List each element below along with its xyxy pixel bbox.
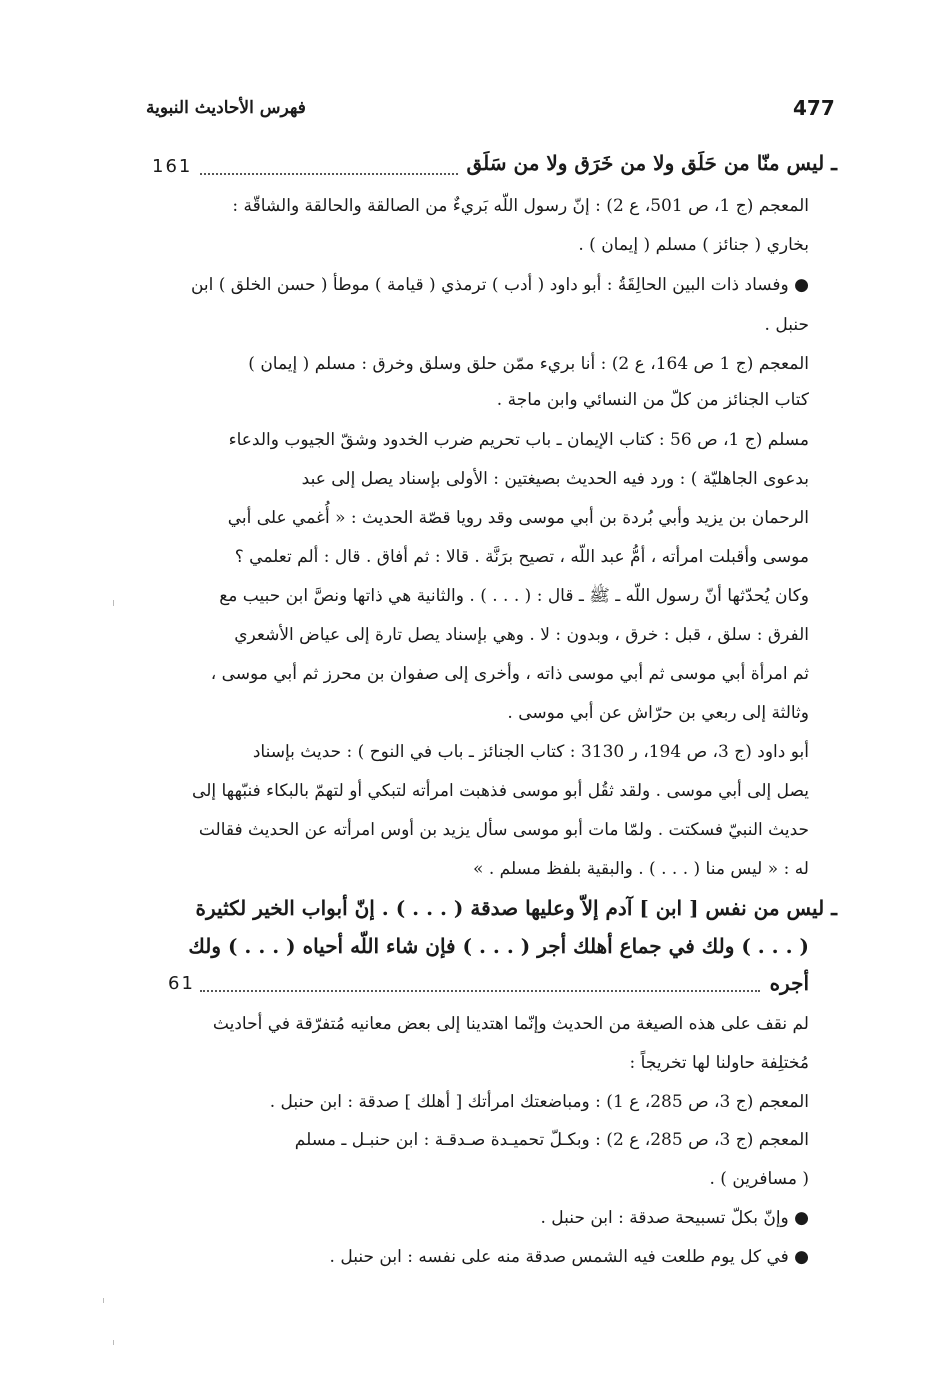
text-line: المعجم (ج 3، ص 285، ع 2) : وبكـلّ تحميـدة صـدقـة : ابن حنبـل ـ مسلم: [294, 1130, 809, 1150]
text-line: كتاب الجنائز من كلّ من النسائي وابن ماجة .: [496, 390, 809, 410]
text-line: ثم امرأة أبي موسى ثم أبي موسى ذاته ، وأخرى إلى صفوان بن محرز ثم أبي موسى ،: [210, 664, 809, 684]
leader-dots: [200, 173, 458, 175]
page-number: 477: [793, 96, 835, 120]
text-line: وثالثة إلى ربعي بن حرّاش عن أبي موسى .: [507, 703, 809, 723]
entry-1-heading: ـ ليس منّا من حَلَق ولا من خَرَق ولا من سَلَق: [466, 151, 837, 175]
text-line: أبو داود (ج 3، ص 194، ر 3130 : كتاب الجنائز ـ باب في النوح ) : حديث بإسناد: [252, 742, 809, 762]
text-line: حديث النبيّ فسكتت . ولمّا مات أبو موسى سأل يزيد بن أوس امرأته عن الحديث فقالت: [198, 820, 809, 840]
scan-mark: [103, 1298, 104, 1303]
text-line: المعجم (ج 3، ص 285، ع 1) : ومباضعتك امرأتك [ أهلك ] صدقة : ابن حنبل .: [269, 1092, 809, 1112]
text-line: مُختلِفة حاولنا لها تخريجاً :: [629, 1053, 809, 1073]
text-line: المعجم (ج 1 ص 164، ع 2) : أنا بريء ممّن حلق وسلق وخرق : مسلم ( إيمان ): [248, 354, 809, 374]
text-line: حنبل .: [764, 315, 809, 335]
text-line: يصل إلى أبي موسى . ولقد ثقُل أبو موسى فذهبت امرأته لتبكي أو لتهمّ بالبكاء فنبّهها إلى: [192, 781, 809, 801]
entry-2-page-ref: 61: [168, 973, 195, 994]
running-title: فهرس الأحاديث النبوية: [146, 98, 306, 118]
text-line: المعجم (ج 1، ص 501، ع 2) : إنّ رسول اللّه بَريءٌ من الصالقة والحالقة والشاقّة :: [232, 196, 809, 216]
text-line: الفرق : سلق ، قبل : خرق ، وبدون : لا . وهي بإسناد يصل تارة إلى عياض الأشعري: [234, 625, 809, 645]
text-line: لم نقف على هذه الصيغة من الحديث وإنّما اهتدينا إلى بعض معانيه مُتفرّقة في أحاديث: [212, 1014, 809, 1034]
scan-mark: [113, 1340, 114, 1345]
text-line: بدعوى الجاهليّة ) : ورد فيه الحديث بصيغتين : الأولى بإسناد يصل إلى عبد: [301, 469, 809, 489]
entry-2-heading-line: ـ ليس من نفس [ ابن ] آدم إلاّ وعليها صدقة ( . . . ) . إنّ أبواب الخير لكثيرة: [195, 896, 837, 920]
text-line: مسلم (ج 1، ص 56 : كتاب الإيمان ـ باب تحريم ضرب الخدود وشقّ الجيوب والدعاء: [228, 430, 809, 450]
text-line: الرحمان بن يزيد وأبي بُردة بن أبي موسى وقد رويا قصّة الحديث : « أُغمي على أبي: [227, 508, 809, 528]
text-line: ● في كل يوم طلعت فيه الشمس صدقة منه على نفسه : ابن حنبل .: [329, 1247, 809, 1267]
entry-2-heading-line: أجره: [769, 971, 809, 995]
entry-1-page-ref: 161: [152, 156, 193, 177]
text-line: وكان يُحدّثها أنّ رسول اللّه ـ ﷺ ـ قال : ( . . . ) . والثانية هي ذاتها ونصَّ ابن حبيب مع: [219, 586, 809, 606]
text-line: ● وإنّ بكلّ تسبيحة صدقة : ابن حنبل .: [540, 1208, 809, 1228]
text-line: ( مسافرين ) .: [709, 1169, 809, 1189]
text-line: له : « ليس منا ( . . . ) . والبقية بلفظ مسلم . »: [473, 859, 809, 879]
text-line: ● وفساد ذات البين الحالِقَةُ : أبو داود ( أدب ) ترمذي ( قيامة ) موطأ ( حسن الخلق ) ابن: [190, 275, 809, 295]
scan-mark: [113, 600, 114, 606]
leader-dots: [200, 990, 760, 992]
text-line: موسى وأقبلت امرأته ، أمُّ عبد اللّه ، تصيح برَنَّة . قالا : ثم أفاق . قال : ألم تعلمي ؟: [234, 547, 809, 567]
entry-2-heading-line: ( . . . ) ولك في جماع أهلك أجر ( . . . ) فإن شاء اللّه أحياه ( . . . ) ولك: [188, 934, 809, 958]
text-line: بخاري ( جنائز ) مسلم ( إيمان ) .: [578, 235, 809, 255]
